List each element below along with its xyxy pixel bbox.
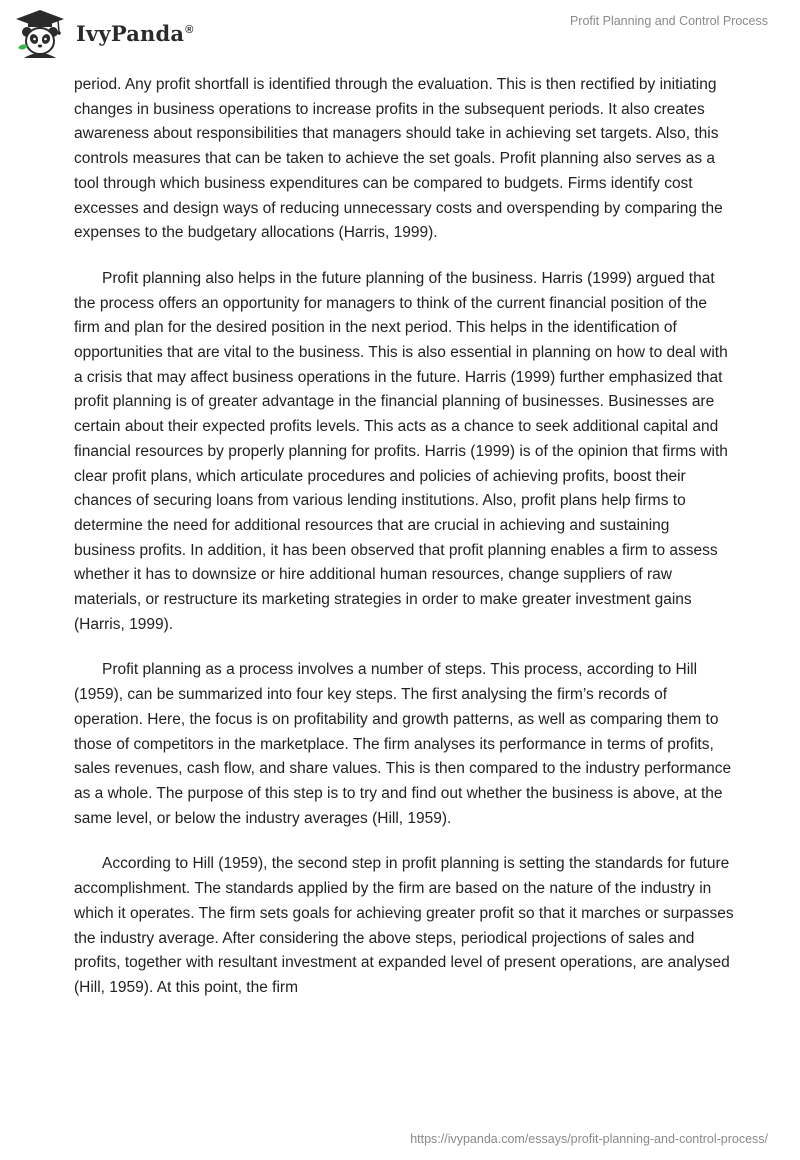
paragraph-2: Profit planning also helps in the future planning of the business. Harris (1999) argued that the process offers an opportunity for managers to think of the current financial position of the firm and plan for the desired position in the next period. This helps in the identification of opportunities that are vital to the business. This is also essential in planning on how to deal with a crisis that may affect business operations in the future. Harris (1999) further emphasized that profit planning is of greater advantage in the financial planning of businesses. Businesses are certain about their expected profits levels. This acts as a chance to seek additional capital and financial resources by properly planning for profits. Harris (1999) is of the opinion that firms with clear profit plans, which articulate procedures and policies of achieving profits, boost their chances of securing loans from various lending institutions. Also, profit plans help firms to determine the need for additional resources that are crucial in achieving and sustaining business profits. In addition, it has been observed that profit planning enables a firm to assess whether it has to downsize or hire additional human resources, change suppliers of raw materials, or restructure its marketing strategies in order to make greater investment gains (Harris, 1999). bbox=[74, 269, 728, 633]
brand-logo[interactable] bbox=[14, 8, 194, 58]
page-header bbox=[0, 0, 800, 70]
document-title: Profit Planning and Control Process bbox=[569, 14, 768, 28]
registered-mark: ® bbox=[185, 23, 194, 36]
source-url[interactable]: https://ivypanda.com/essays/profit-planning-and-control-process/ bbox=[410, 1132, 768, 1146]
essay-body bbox=[74, 73, 734, 1022]
paragraph-3: Profit planning as a process involves a number of steps. This process, according to Hill (1959), can be summarized into four key steps. The first analysing the firm’s records of operation. Here, the focus is on profitability and growth patterns, as well as comparing them to those of competitors in the marketplace. The firm analyses its performance in terms of profits, sales revenues, cash flow, and share values. This is then compared to the industry performance as a whole. The purpose of this step is to try and find out whether the business is above, at the same level, or below the industry averages (Hill, 1959). bbox=[74, 661, 732, 827]
brand-name-text: IvyPanda bbox=[76, 20, 185, 46]
panda-graduate-icon bbox=[14, 8, 66, 58]
brand-name bbox=[76, 21, 194, 46]
paragraph-4: According to Hill (1959), the second step in profit planning is setting the standards for future accomplishment. The standards applied by the firm are based on the nature of the industry in which it operates. The firm sets goals for achieving greater profit so that it marches or surpasses the industry average. After considering the above steps, periodical projections of sales and profits, together with resultant investment at expanded level of present operations, are analysed (Hill, 1959). At this point, the firm bbox=[74, 855, 734, 996]
paragraph-1: period. Any profit shortfall is identified through the evaluation. This is then rectified by initiating changes in business operations to increase profits in the subsequent periods. It also creates awareness about responsibilities that managers should take in achieving set targets. Also, this controls measures that can be taken to achieve the set goals. Profit planning also serves as a tool through which business expenditures can be compared to budgets. Firms identify cost excesses and design ways of reducing unnecessary costs and overspending by comparing the expenses to the budgetary allocations (Harris, 1999). bbox=[74, 76, 723, 242]
